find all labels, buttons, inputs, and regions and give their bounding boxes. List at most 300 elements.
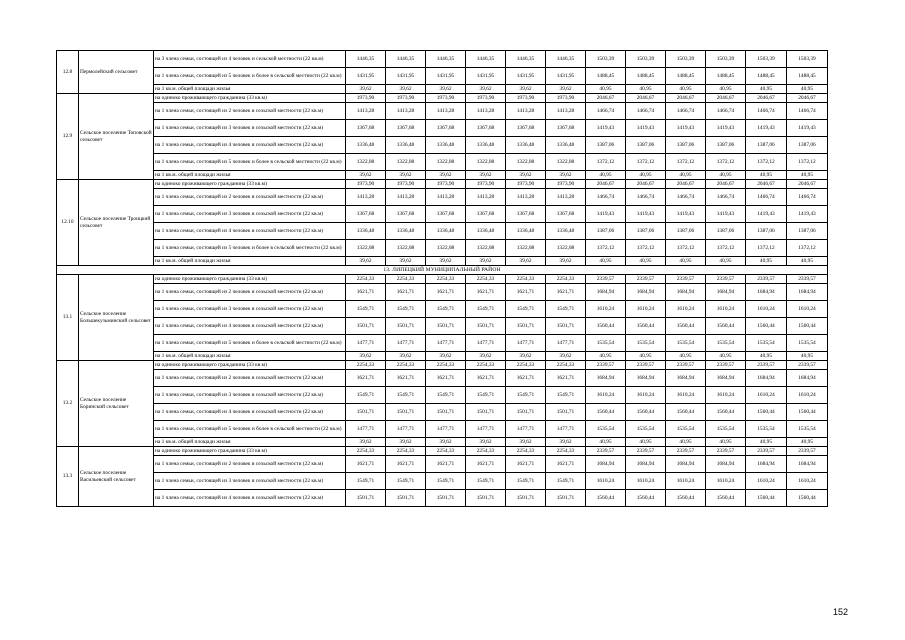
value-cell: 1466,74 [666, 103, 706, 120]
table-row [57, 137, 828, 154]
value-cell: 1501,71 [546, 490, 586, 507]
value-cell: 2339,57 [586, 447, 626, 456]
value-cell: 1446,35 [506, 51, 546, 68]
rates-table [56, 50, 828, 507]
value-cell: 39,62 [346, 171, 386, 180]
value-cell: 40,95 [787, 438, 828, 447]
value-cell: 1466,74 [626, 189, 666, 206]
settlement-code: 12.9 [57, 94, 79, 180]
value-cell: 1610,24 [666, 301, 706, 318]
value-cell: 1387,06 [706, 223, 746, 240]
value-cell: 1535,54 [666, 421, 706, 438]
value-cell: 1549,71 [466, 301, 506, 318]
value-cell: 1621,71 [426, 370, 466, 387]
value-cell: 1535,54 [586, 421, 626, 438]
value-cell: 1560,44 [746, 404, 787, 421]
value-cell: 1413,28 [346, 189, 386, 206]
category-cell: на 1 члена семьи, состоящей из 3 человек в сельской местности (22 кв.м) [154, 120, 346, 137]
value-cell: 39,62 [506, 85, 546, 94]
value-cell: 1535,54 [746, 421, 787, 438]
value-cell: 1322,08 [466, 154, 506, 171]
value-cell: 1431,95 [546, 68, 586, 85]
value-cell: 2339,57 [787, 275, 828, 284]
value-cell: 40,95 [787, 352, 828, 361]
value-cell: 1372,12 [666, 154, 706, 171]
value-cell: 2046,67 [706, 180, 746, 189]
value-cell: 39,62 [346, 85, 386, 94]
value-cell: 2046,67 [626, 94, 666, 103]
value-cell: 1336,48 [386, 223, 426, 240]
value-cell: 1610,24 [787, 387, 828, 404]
value-cell: 1621,71 [506, 456, 546, 473]
value-cell: 1413,28 [386, 103, 426, 120]
value-cell: 1419,43 [706, 206, 746, 223]
value-cell: 1973,90 [346, 94, 386, 103]
value-cell: 1322,08 [466, 240, 506, 257]
category-cell: на одиноко проживающего гражданина (33 кв.м) [154, 275, 346, 284]
value-cell: 1336,48 [466, 223, 506, 240]
value-cell: 1610,24 [666, 473, 706, 490]
value-cell: 1560,44 [787, 490, 828, 507]
category-cell: на одиноко проживающего гражданина (33 кв.м) [154, 447, 346, 456]
value-cell: 1387,06 [706, 137, 746, 154]
value-cell: 1621,71 [466, 284, 506, 301]
value-cell: 2254,33 [546, 361, 586, 370]
value-cell: 39,62 [426, 85, 466, 94]
value-cell: 40,95 [706, 438, 746, 447]
value-cell: 2254,33 [386, 447, 426, 456]
value-cell: 1322,08 [386, 154, 426, 171]
value-cell: 2254,33 [466, 447, 506, 456]
value-cell: 1684,94 [626, 370, 666, 387]
value-cell: 1610,24 [586, 387, 626, 404]
value-cell: 1560,44 [586, 318, 626, 335]
value-cell: 39,62 [546, 171, 586, 180]
value-cell: 1973,90 [466, 94, 506, 103]
value-cell: 2046,67 [787, 94, 828, 103]
category-cell: на одиноко проживающего гражданина (33 кв.м) [154, 361, 346, 370]
value-cell: 40,95 [787, 171, 828, 180]
category-cell: на 1 члена семьи, состоящей из 4 человек в сельской местности (22 кв.м) [154, 490, 346, 507]
value-cell: 1477,71 [546, 421, 586, 438]
settlement-code: 13.1 [57, 275, 79, 361]
value-cell: 40,95 [746, 438, 787, 447]
value-cell: 1501,71 [346, 318, 386, 335]
table-row [57, 154, 828, 171]
value-cell: 1413,28 [546, 189, 586, 206]
table-row [57, 473, 828, 490]
section-title: 13. ЛИПЕЦКИЙ МУНИЦИПАЛЬНЫЙ РАЙОН [57, 266, 828, 275]
category-cell: на 1 члена семьи, состоящей из 2 человек в сельской местности (22 кв.м) [154, 284, 346, 301]
table-row [57, 490, 828, 507]
value-cell: 1488,45 [746, 68, 787, 85]
value-cell: 1387,06 [666, 223, 706, 240]
value-cell: 1413,28 [426, 103, 466, 120]
value-cell: 2046,67 [586, 180, 626, 189]
value-cell: 1503,39 [746, 51, 787, 68]
table-row [57, 404, 828, 421]
value-cell: 2046,67 [626, 180, 666, 189]
value-cell: 1431,95 [426, 68, 466, 85]
value-cell: 1501,71 [466, 318, 506, 335]
table-row [57, 240, 828, 257]
value-cell: 39,62 [426, 257, 466, 266]
value-cell: 1549,71 [546, 473, 586, 490]
value-cell: 1367,68 [346, 206, 386, 223]
value-cell: 40,95 [787, 85, 828, 94]
value-cell: 39,62 [426, 438, 466, 447]
table-row [57, 223, 828, 240]
value-cell: 40,95 [586, 438, 626, 447]
value-cell: 1367,68 [506, 206, 546, 223]
value-cell: 2254,33 [346, 361, 386, 370]
table-row [57, 352, 828, 361]
table-row [57, 284, 828, 301]
value-cell: 1477,71 [466, 335, 506, 352]
value-cell: 1549,71 [346, 473, 386, 490]
value-cell: 1684,94 [787, 456, 828, 473]
value-cell: 2339,57 [787, 361, 828, 370]
value-cell: 2339,57 [706, 361, 746, 370]
category-cell: на 1 кв.м. общей площади жилья [154, 257, 346, 266]
value-cell: 40,95 [706, 85, 746, 94]
value-cell: 2254,33 [546, 275, 586, 284]
value-cell: 1684,94 [666, 456, 706, 473]
value-cell: 1535,54 [706, 335, 746, 352]
value-cell: 1488,45 [586, 68, 626, 85]
value-cell: 39,62 [466, 85, 506, 94]
value-cell: 39,62 [426, 352, 466, 361]
value-cell: 1387,06 [746, 223, 787, 240]
value-cell: 1973,90 [426, 94, 466, 103]
value-cell: 1466,74 [746, 189, 787, 206]
settlement-code: 13.3 [57, 447, 79, 507]
value-cell: 1549,71 [346, 301, 386, 318]
value-cell: 1560,44 [586, 490, 626, 507]
value-cell: 40,95 [586, 171, 626, 180]
value-cell: 2254,33 [426, 361, 466, 370]
value-cell: 2254,33 [546, 447, 586, 456]
value-cell: 1621,71 [426, 284, 466, 301]
value-cell: 1549,71 [546, 301, 586, 318]
value-cell: 1466,74 [746, 103, 787, 120]
value-cell: 1560,44 [746, 318, 787, 335]
value-cell: 1501,71 [346, 490, 386, 507]
value-cell: 1372,12 [787, 154, 828, 171]
value-cell: 1322,08 [386, 240, 426, 257]
value-cell: 1549,71 [426, 301, 466, 318]
value-cell: 1446,35 [346, 51, 386, 68]
value-cell: 1336,48 [506, 223, 546, 240]
category-cell: на 1 члена семьи, состоящей из 4 человек в сельской местности (22 кв.м) [154, 137, 346, 154]
value-cell: 1549,71 [506, 301, 546, 318]
value-cell: 1549,71 [466, 387, 506, 404]
value-cell: 1549,71 [346, 387, 386, 404]
table-row [57, 51, 828, 68]
table-row [57, 103, 828, 120]
value-cell: 39,62 [546, 257, 586, 266]
value-cell: 1610,24 [746, 473, 787, 490]
value-cell: 1367,68 [386, 120, 426, 137]
value-cell: 39,62 [386, 352, 426, 361]
value-cell: 1684,94 [706, 456, 746, 473]
value-cell: 1322,08 [546, 240, 586, 257]
value-cell: 1488,45 [666, 68, 706, 85]
value-cell: 1413,28 [386, 189, 426, 206]
value-cell: 39,62 [466, 171, 506, 180]
value-cell: 2339,57 [586, 361, 626, 370]
value-cell: 1549,71 [466, 473, 506, 490]
value-cell: 1549,71 [546, 387, 586, 404]
table-row [57, 456, 828, 473]
value-cell: 1431,95 [346, 68, 386, 85]
value-cell: 1322,08 [346, 240, 386, 257]
value-cell: 39,62 [426, 171, 466, 180]
value-cell: 2046,67 [666, 94, 706, 103]
value-cell: 1560,44 [586, 404, 626, 421]
value-cell: 1549,71 [386, 473, 426, 490]
value-cell: 1621,71 [426, 456, 466, 473]
value-cell: 1336,48 [506, 137, 546, 154]
value-cell: 1336,48 [466, 137, 506, 154]
value-cell: 1367,68 [466, 206, 506, 223]
value-cell: 39,62 [386, 438, 426, 447]
table-row [57, 318, 828, 335]
value-cell: 1419,43 [706, 120, 746, 137]
value-cell: 1322,08 [426, 154, 466, 171]
value-cell: 1610,24 [666, 387, 706, 404]
value-cell: 1610,24 [586, 301, 626, 318]
settlement-code: 12.10 [57, 180, 79, 266]
table-row [57, 120, 828, 137]
category-cell: на 1 члена семьи, состоящей из 4 человек в сельской местности (22 кв.м) [154, 318, 346, 335]
value-cell: 1501,71 [506, 404, 546, 421]
value-cell: 1336,48 [546, 223, 586, 240]
value-cell: 1419,43 [787, 120, 828, 137]
value-cell: 1501,71 [546, 404, 586, 421]
value-cell: 1610,24 [626, 387, 666, 404]
value-cell: 2254,33 [346, 447, 386, 456]
value-cell: 1446,35 [386, 51, 426, 68]
value-cell: 1610,24 [746, 387, 787, 404]
value-cell: 1413,28 [466, 189, 506, 206]
value-cell: 2046,67 [586, 94, 626, 103]
value-cell: 1466,74 [706, 189, 746, 206]
value-cell: 1322,08 [546, 154, 586, 171]
value-cell: 1973,90 [506, 94, 546, 103]
value-cell: 1477,71 [346, 335, 386, 352]
value-cell: 1560,44 [746, 490, 787, 507]
value-cell: 1336,48 [346, 137, 386, 154]
table-row [57, 370, 828, 387]
value-cell: 1372,12 [746, 240, 787, 257]
value-cell: 1501,71 [386, 404, 426, 421]
value-cell: 1684,94 [746, 284, 787, 301]
value-cell: 1560,44 [666, 490, 706, 507]
value-cell: 1621,71 [546, 370, 586, 387]
value-cell: 2339,57 [626, 275, 666, 284]
value-cell: 40,95 [706, 352, 746, 361]
value-cell: 1973,90 [546, 94, 586, 103]
value-cell: 2254,33 [466, 361, 506, 370]
settlement-name: Пермолейский сельсовет [79, 51, 154, 94]
value-cell: 40,95 [586, 85, 626, 94]
settlement-name: Сельское поселение Троицкий сельсовет [79, 180, 154, 266]
value-cell: 39,62 [466, 257, 506, 266]
value-cell: 2339,57 [746, 275, 787, 284]
settlement-name: Сельское поселение Боринский сельсовет [79, 361, 154, 447]
value-cell: 1560,44 [666, 318, 706, 335]
value-cell: 1488,45 [787, 68, 828, 85]
settlement-code: 13.2 [57, 361, 79, 447]
value-cell: 2339,57 [666, 447, 706, 456]
category-cell: на 1 члена семьи, состоящей из 2 человек в сельской местности (22 кв.м) [154, 189, 346, 206]
value-cell: 1419,43 [787, 206, 828, 223]
value-cell: 1387,06 [586, 223, 626, 240]
value-cell: 2254,33 [506, 447, 546, 456]
value-cell: 40,95 [626, 171, 666, 180]
value-cell: 40,95 [746, 85, 787, 94]
value-cell: 1973,90 [506, 180, 546, 189]
value-cell: 1501,71 [426, 490, 466, 507]
value-cell: 1621,71 [346, 284, 386, 301]
value-cell: 40,95 [666, 171, 706, 180]
value-cell: 40,95 [626, 85, 666, 94]
value-cell: 1503,39 [586, 51, 626, 68]
category-cell: на 1 кв.м. общей площади жилья [154, 438, 346, 447]
value-cell: 2046,67 [666, 180, 706, 189]
value-cell: 1560,44 [787, 318, 828, 335]
value-cell: 2254,33 [506, 275, 546, 284]
value-cell: 1684,94 [626, 456, 666, 473]
value-cell: 1466,74 [586, 189, 626, 206]
value-cell: 1621,71 [466, 456, 506, 473]
category-cell: на 1 члена семьи, состоящей из 2 человек в сельской местности (22 кв.м) [154, 103, 346, 120]
table-row [57, 387, 828, 404]
value-cell: 1477,71 [386, 421, 426, 438]
category-cell: на 1 кв.м. общей площади жилья [154, 85, 346, 94]
table-row [57, 301, 828, 318]
value-cell: 1372,12 [706, 154, 746, 171]
table-row [57, 85, 828, 94]
value-cell: 1535,54 [746, 335, 787, 352]
value-cell: 39,62 [506, 171, 546, 180]
settlement-name: Сельское поселение Топовской сельсовет [79, 94, 154, 180]
value-cell: 1535,54 [706, 421, 746, 438]
value-cell: 39,62 [386, 171, 426, 180]
table-row [57, 94, 828, 103]
value-cell: 1535,54 [787, 421, 828, 438]
value-cell: 1419,43 [666, 120, 706, 137]
value-cell: 1549,71 [426, 387, 466, 404]
value-cell: 2339,57 [746, 361, 787, 370]
value-cell: 2254,33 [466, 275, 506, 284]
value-cell: 2046,67 [746, 94, 787, 103]
value-cell: 40,95 [666, 438, 706, 447]
value-cell: 1431,95 [386, 68, 426, 85]
value-cell: 1535,54 [586, 335, 626, 352]
value-cell: 1322,08 [426, 240, 466, 257]
value-cell: 1503,39 [787, 51, 828, 68]
value-cell: 1501,71 [466, 490, 506, 507]
table-row [57, 421, 828, 438]
value-cell: 1367,68 [346, 120, 386, 137]
value-cell: 2339,57 [626, 361, 666, 370]
value-cell: 2046,67 [787, 180, 828, 189]
value-cell: 1503,39 [706, 51, 746, 68]
category-cell: на одиноко проживающего гражданина (33 кв.м) [154, 180, 346, 189]
table-row [57, 180, 828, 189]
value-cell: 1610,24 [706, 473, 746, 490]
category-cell: на 1 члена семьи, состоящей из 3 человек в сельской местности (22 кв.м) [154, 301, 346, 318]
value-cell: 1477,71 [506, 421, 546, 438]
value-cell: 1372,12 [586, 240, 626, 257]
value-cell: 1372,12 [586, 154, 626, 171]
value-cell: 1684,94 [626, 284, 666, 301]
value-cell: 1367,68 [506, 120, 546, 137]
value-cell: 1367,68 [426, 120, 466, 137]
section-header-row [57, 266, 828, 275]
value-cell: 1413,28 [506, 189, 546, 206]
value-cell: 1560,44 [626, 404, 666, 421]
table-row [57, 189, 828, 206]
value-cell: 1501,71 [466, 404, 506, 421]
value-cell: 1387,06 [626, 223, 666, 240]
value-cell: 1387,06 [787, 223, 828, 240]
value-cell: 1973,90 [546, 180, 586, 189]
value-cell: 1621,71 [346, 370, 386, 387]
value-cell: 1413,28 [346, 103, 386, 120]
category-cell: на 1 члена семьи, состоящей из 5 человек и более в сельской местности (22 кв.м) [154, 421, 346, 438]
value-cell: 1431,95 [506, 68, 546, 85]
value-cell: 1549,71 [386, 387, 426, 404]
value-cell: 1413,28 [426, 189, 466, 206]
value-cell: 40,95 [626, 438, 666, 447]
value-cell: 1610,24 [706, 301, 746, 318]
value-cell: 1610,24 [746, 301, 787, 318]
value-cell: 39,62 [506, 257, 546, 266]
value-cell: 1367,68 [546, 206, 586, 223]
value-cell: 1419,43 [746, 206, 787, 223]
value-cell: 40,95 [666, 352, 706, 361]
value-cell: 1477,71 [346, 421, 386, 438]
value-cell: 2339,57 [746, 447, 787, 456]
category-cell: на 3 члена семьи, состоящей из 4 человек и сельской местности (22 кв.м) [154, 51, 346, 68]
value-cell: 1610,24 [706, 387, 746, 404]
value-cell: 1466,74 [666, 189, 706, 206]
value-cell: 1367,68 [546, 120, 586, 137]
value-cell: 1387,06 [746, 137, 787, 154]
value-cell: 40,95 [586, 257, 626, 266]
table-row [57, 335, 828, 352]
category-cell: на 1 члена семьи, состоящей из 2 человек в сельской местности (22 кв.м) [154, 456, 346, 473]
value-cell: 2339,57 [666, 361, 706, 370]
settlement-name: Сельское поселение Большекузьминский сельсовет [79, 275, 154, 361]
value-cell: 1973,90 [386, 94, 426, 103]
category-cell: на 1 члена семьи, состоящей из 3 человек в сельской местности (22 кв.м) [154, 206, 346, 223]
value-cell: 2339,57 [787, 447, 828, 456]
table-row [57, 171, 828, 180]
value-cell: 2254,33 [386, 275, 426, 284]
value-cell: 1446,35 [466, 51, 506, 68]
value-cell: 1477,71 [546, 335, 586, 352]
value-cell: 40,95 [787, 257, 828, 266]
value-cell: 1419,43 [666, 206, 706, 223]
value-cell: 1466,74 [787, 189, 828, 206]
value-cell: 40,95 [746, 352, 787, 361]
value-cell: 40,95 [706, 257, 746, 266]
value-cell: 1477,71 [506, 335, 546, 352]
